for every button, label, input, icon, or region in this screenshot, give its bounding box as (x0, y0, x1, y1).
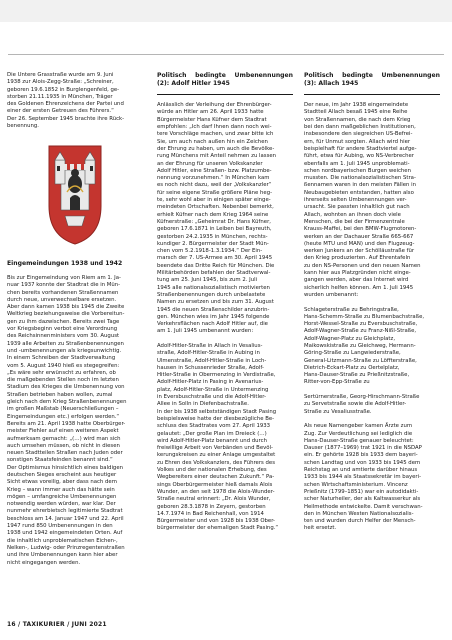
body-paragraph: Der neue, im Jahr 1938 eingemeindete Stadtteil Allach besaß 1945 eine Reihe von Straßennamen, die nach dem Krieg bei den dann maßgeblichen Institutionen, insbesondere den siegreichen US-Befrei- ern, für Unmut sorgten. Allach wird hier beispielhaft für andere Stadtviertel aufge- führt, etwa für Aubing, wo NS-Verbrecher ebenfalls am 1. Juli 1945 unproblemati- schen nordbayerischen Burgen weichen mussten. Die nationalsozialistischen Stra- ßennamen waren in den meisten Fällen in Neubaugebieten entstanden, hatten also ihrerseits selten Umbenennungen ver- ursacht. Sie passten inhaltlich gut nach Allach, wohnten an ihnen doch viele Menschen, die bei der Firmenzentrale Krauss-Maffei, bei den BMW-Flugmotoren- werken an der Dachauer Straße 665-667 (heute MTU und MAN) und den Flugzeug- werken Junkers an der Schölläustraße für den Krieg produzierten. Auf Ehrentafeln zu den NS-Personen und den neuen Namen kann hier aus Platzgründen nicht einge- gangen werden, aber das Internet wird sicherlich helfen können. Am 1. Juli 1945 wurden umbenannt: (304, 102, 421, 298)
section-heading-eingemeindungen: Eingemeindungen 1938 und 1942 (7, 260, 123, 268)
page-footer: 16 / TAXIKURIER / JUNI 2021 (7, 621, 107, 628)
intro-paragraph: Die Untere Grasstraße wurde am 9. Juni 1938 zur Alois-Zegg-Straße: „Schreiner, geboren 19.6.1852 in Burglengenfeld, ge- storben 21.11.1935 in München, Träger des Goldenen Ehrenzeichens der Partei und einer der ersten Getreuen des Führers.“ Der 26. September 1945 brachte ihre Rück- benennung. (7, 72, 125, 130)
body-paragraph: Sertürnerstraße, Georg-Hirschmann-Straße zu Servetstraße sowie die Adolf-Hitler- Straße zu Vesaliusstraße. (304, 394, 420, 415)
section-heading-adolf-hitler: Politisch bedingte Umbenennungen (2): Adolf Hitler 1945 (157, 72, 293, 87)
column-middle (157, 72, 293, 533)
top-band (0, 0, 452, 22)
heading-rule (157, 94, 293, 95)
body-paragraph: Anlässlich der Verleihung der Ehrenbürger- würde an Hitler am 26. April 1933 hatte Bürgermeister Hans Küfner dem Stadtrat empfohlen: „Ich darf Ihnen dann noch wei- tere Vorschläge machen, und zwar bitte ich Sie, um auch nach außen hin ein Zeichen der Ehrung zu haben, um auch die Bevölke- rung Münchens mit Anteil nehmen zu lassen an der Ehrung für unseren Volkskanzler Adolf Hitler, eine Straßen- bzw. Platzumbe- nennung vorzunehmen.“ In München kam es noch nicht dazu, weil der „Volkskanzler“ für seine eigene Straße größere Pläne heg- te, sehr wohl aber in einigen später einge- meindeten Ortschaften. Nebenbei bemerkt, erhielt Küfner nach dem Krieg 1964 seine Küfnerstraße: „Geheimrat Dr. Hans Küfner, geboren 17.6.1871 in Leiben bei Bayreuth, gestorben 24.2.1935 in München, rechts- kundiger 2. Bürgermeister der Stadt Mün- chen vom 5.2.1918-1.3.1934.“ Der Ein- marsch der 7. US-Armee am 30. April 1945 beendete das Dritte Reich für München. Die Militärbehörden befahlen der Stadtverwal- tung am 25. Juni 1945, bis zum 2. Juli 1945 alle nationalsozialistisch motivierten Straßenbenennungen durch unbelastete Namen zu ersetzen und bis zum 31. August 1945 die neuen Straßenschilder anzubrin- gen. München wies im Jahr 1945 folgende Verkehrsflächen nach Adolf Hitler auf, die am 1. Juli 1945 umbenannt wurden: (157, 102, 277, 335)
body-paragraph: Als neue Namengeber kamen Ärzte zum Zug. Zur Verdeutlichung sei lediglich die Hans-Dauser-Straße genauer beleuchtet: Dauser (1877–1969) trat 1921 in die NSDAP ein. Er gehörte 1928 bis 1933 dem bayeri- schen Landtag und von 1933 bis 1945 dem Reichstag an und amtierte darüber hinaus 1933 bis 1944 als Staatssekretär im bayeri- schen Wirtschaftsministerium. Vincenz Prießnitz (1799–1851) war ein autodidakti- scher Naturheiler, der als Kaltwasserkur als Heilmethode entwickelte. Damit verschwan- den in München Westen Nationalsozialis- ten und wurden durch Helfer der Mensch- heit ersetzt. (304, 423, 423, 532)
body-paragraph: Bis zur Eingemeindung von Riem am 1. Ja- nuar 1937 konnte der Stadtrat die in Mün- chen bereits vorhandenen Straßennamen durch neue, unverwechselbare ersetzen. Aber dann kamen 1938 bis 1945 die Zweite Weltkrieg beziehungsweise die Vorbereitun- gen zu ihm dazwischen. Bereits zwei Tage vor Kriegsbeginn verbot eine Verordnung des Reichsinnenministers vom 30. August 1939 alle Arbeiten zu Straßenbenennungen und -umbenennungen als kriegsunwichtig. In einem Schreiben der Stadtverwaltung vom 5. August 1940 hieß es stegegreifen: „Es wäre sehr erwünscht zu erfahren, ob die maßgebenden Stellen noch im letzten Stadium des Krieges die Umbenennung von Straßen betrieben haben wollen, zumal gleich nach dem Krieg Straßenbenennungen im großen Maßstab (Neuerschließungen – Eingemeindungen etc.) erfolgen werden.“ Bereits am 21. April 1938 hatte Oberbürger- meister Fiehler auf einen weiteren Aspekt aufmerksam gemacht: „(…) wird man sich auch umsehen müssen, ob nicht in diesen neuen Stadtteilen Straßen nach Juden oder sonstigen Staatsfeinden benannt sind.“ Der Optimismus hinsichtlich eines baldigen deutschen Sieges erscheint aus heutiger Sicht etwas voreilig, aber dass nach dem Krieg – wann immer auch das hätte sein mögen – umfangreiche Umbenennungen notwendig werden würden, war klar. Der nunmehr ehrerbietsch legitimierte Stadtrat beschloss am 14. Januar 1947 und 22. April 1947 rund 850 Umbenennungen in den 1938 und 1942 eingemeindeten Orten. Auf die inhaltlich unproblematischen Eichen-, Nelken-, Ludwig- oder Prinzregentenstraßen und ihre Umbenennungen kann hier aber nicht eingegangen werden. (7, 274, 127, 566)
body-paragraph: Adolf-Hitler-Straße in Allach in Vesalius- straße, Adolf-Hitler-Straße in Aubing in Ulmenstraße, Adolf-Hitler-Straße in Loch- hausen in Schussenrieder Straße, Adolf- Hitler-Straße in Obermenzing in Verdistraße, Adolf-Hitler-Platz in Pasing in Avenarius- platz, Adolf-Hitler-Straße in Untermenzing in Eversbuschstraße und die Adolf-Hitler- Allee in Solln in Diefenbachstraße. In der bis 1938 selbstständigen Stadt Pasing beispielsweise hatte der diesbezügliche Be- schluss des Stadtrates vom 27. April 1933 gelautet: „Der große Plan im Dreieck (…) wird Adolf-Hitler-Platz benannt und durch freiwillige Arbeit von Verbänden und Bevöl- kerungskreisen zu einer Anlage umgestaltet zu Ehren des Volkskanzlers, des Führers des Volkes und der nationalen Erhebung, des Wegbereiters einer deutschen Zukunft.“ Pa- sings Oberbürgermeister hieß damals Alois Wunder, an den seit 1978 die Alois-Wunder- Straße neutral erinnert: „Dr. Alois Wunder, geboren 28.3.1878 in Zeyern, gestorben 14.7.1974 in Bad Reichenhall, von 1914 Bürgermeister und von 1928 bis 1938 Ober- bürgermeister der ehemaligen Stadt Pasing.“ (157, 342, 279, 532)
header-rule (8, 54, 444, 55)
section-heading-allach: Politisch bedingte Umbenennungen (3): Allach 1945 (304, 72, 440, 87)
column-right (304, 72, 440, 533)
body-paragraph: Schlageterstraße zu Behringstraße, Hans-Schemm-Straße zu Blumenbachstraße, Horst-Wessel-Straße zu Eversbuschstraße, Adolf-Wagner-Straße zu Franz-Nißl-Straße, Adolf-Wagner-Platz zu Gleichplatz, Maikowskistraße zu Gleichweg, Hermann- Göring-Straße zu Langwiederstraße, General-Litzmann-Straße zu Löffterstraße, Dietrich-Eckart-Platz zu Oertelplatz, Hans-Dauser-Straße zu Prießnitzstraße, Ritter-von-Epp-Straße zu (304, 306, 425, 386)
heading-rule (304, 94, 440, 95)
column-left (7, 72, 143, 567)
munich-coat-of-arms-icon (45, 140, 105, 248)
